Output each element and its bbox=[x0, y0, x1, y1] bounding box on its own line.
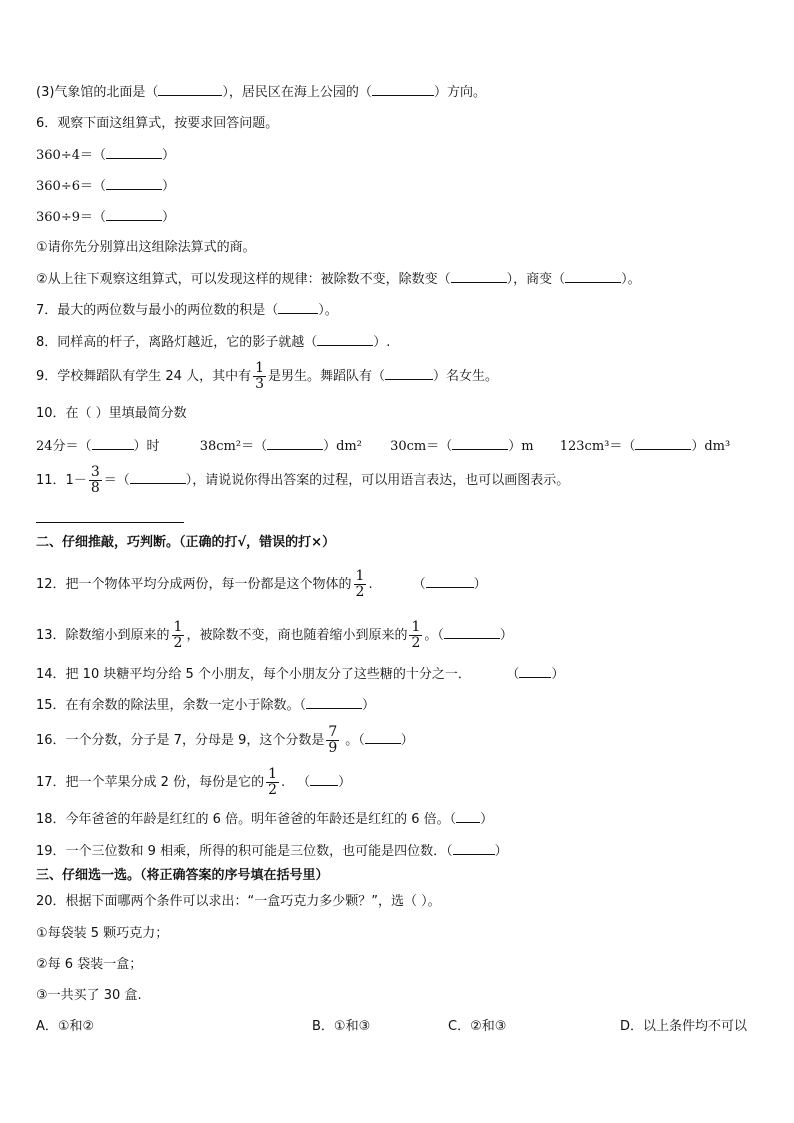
option-c[interactable]: C．②和③ bbox=[448, 1019, 507, 1034]
question-10-title: 10．在（ ）里填最简分数 bbox=[36, 406, 187, 421]
answer-blank[interactable] bbox=[106, 176, 162, 190]
question-20-condition-1: ①每袋装 5 颗巧克力； bbox=[36, 926, 169, 941]
question-18: 18．今年爸爸的年龄是红红的 6 倍。明年爸爸的年龄还是红红的 6 倍。（ ） bbox=[36, 809, 493, 830]
section-3-heading: 三、仔细选一选。（将正确答案的序号填在括号里） bbox=[36, 868, 329, 883]
question-6-expr-3: 360÷9＝（ ） bbox=[36, 207, 175, 228]
question-13: 13．除数缩小到原来的 $\frac{1}{2}$ ，被除数不变，商也随着缩小到原来的 $\frac{1}{2}$ 。（ ） bbox=[36, 619, 513, 651]
question-19: 19．一个三位数和 9 相乘，所得的积可能是三位数，也可能是四位数．（ ） bbox=[36, 841, 508, 862]
fraction: $\frac{7}{9}$ bbox=[328, 724, 338, 756]
answer-blank[interactable] bbox=[317, 332, 373, 346]
question-6-sub-1: ①请你先分别算出这组除法算式的商。 bbox=[36, 240, 256, 255]
question-20-condition-2: ②每 6 袋装一盒； bbox=[36, 957, 143, 972]
fraction: $\frac{1}{3}$ bbox=[255, 360, 264, 392]
question-9: 9．学校舞蹈队有学生 24 人，其中有 $\frac{1}{3}$ 是男生。舞蹈队有（ ）名女生。 bbox=[36, 360, 499, 392]
question-8: 8．同样高的杆子，离路灯越近，它的影子就越（ ）. bbox=[36, 332, 390, 353]
answer-blank[interactable] bbox=[106, 145, 162, 159]
answer-blank[interactable] bbox=[310, 772, 338, 786]
answer-blank[interactable] bbox=[130, 470, 186, 484]
question-6-title: 6．观察下面这组算式，按要求回答问题。 bbox=[36, 116, 279, 131]
answer-blank[interactable] bbox=[444, 625, 500, 639]
answer-blank[interactable] bbox=[426, 574, 474, 588]
answer-blank[interactable] bbox=[635, 436, 691, 450]
option-d[interactable]: D．以上条件均不可以 bbox=[620, 1019, 748, 1034]
answer-blank[interactable] bbox=[158, 82, 222, 96]
question-6-expr-1: 360÷4＝（ ） bbox=[36, 145, 175, 166]
answer-blank[interactable] bbox=[453, 841, 495, 855]
answer-blank[interactable] bbox=[519, 664, 551, 678]
option-a[interactable]: A．①和② bbox=[36, 1019, 95, 1034]
fraction: $\frac{1}{2}$ bbox=[268, 766, 277, 798]
answer-blank[interactable] bbox=[106, 207, 162, 221]
answer-blank[interactable] bbox=[456, 809, 480, 823]
answer-blank[interactable] bbox=[92, 436, 134, 450]
answer-blank[interactable] bbox=[372, 82, 434, 96]
section-2-heading: 二、仔细推敲，巧判断。（正确的打√，错误的打×） bbox=[36, 535, 336, 550]
answer-blank[interactable] bbox=[385, 366, 433, 380]
section-divider bbox=[36, 522, 184, 523]
fraction: $\frac{1}{2}$ bbox=[173, 619, 183, 651]
question-15: 15．在有余数的除法里，余数一定小于除数。（ ） bbox=[36, 695, 375, 716]
option-b[interactable]: B．①和③ bbox=[312, 1019, 371, 1034]
answer-blank[interactable] bbox=[278, 300, 318, 314]
answer-blank[interactable] bbox=[365, 730, 401, 744]
question-16: 16．一个分数，分子是 7，分母是 9，这个分数是 $\frac{7}{9}$ 。（ ） bbox=[36, 724, 414, 756]
fraction: $\frac{1}{2}$ bbox=[411, 619, 421, 651]
answer-blank[interactable] bbox=[451, 269, 507, 283]
question-17: 17．把一个苹果分成 2 份，每份是它的 $\frac{1}{2}$ . （ ） bbox=[36, 766, 352, 798]
question-6-sub-2: ②从上往下观察这组算式，可以发现这样的规律：被除数不变，除数变（ ），商变（ ）。 bbox=[36, 269, 641, 290]
question-7: 7．最大的两位数与最小的两位数的积是（ ）。 bbox=[36, 300, 338, 321]
question-20-condition-3: ③一共买了 30 盒. bbox=[36, 988, 142, 1003]
answer-blank[interactable] bbox=[565, 269, 621, 283]
question-10-items: 24分＝（ ）时 38cm²＝（ ）dm² 30cm＝（ ）m 123cm³＝（ ）dm³ bbox=[36, 436, 730, 457]
answer-blank[interactable] bbox=[267, 436, 323, 450]
question-12: 12．把一个物体平均分成两份，每一份都是这个物体的 $\frac{1}{2}$ . （ ） bbox=[36, 568, 487, 600]
question-20-title: 20．根据下面哪两个条件可以求出：“一盒巧克力多少颗？”，选（ ）。 bbox=[36, 894, 441, 909]
answer-blank[interactable] bbox=[306, 695, 362, 709]
fraction: $\frac{1}{2}$ bbox=[355, 568, 365, 600]
question-14: 14．把 10 块糖平均分给 5 个小朋友，每个小朋友分了这些糖的十分之一． （ ） bbox=[36, 664, 564, 685]
question-5-3: (3)气象馆的北面是（ ），居民区在海上公园的（ ）方向。 bbox=[36, 82, 486, 103]
question-6-expr-2: 360÷6＝（ ） bbox=[36, 176, 175, 197]
answer-blank[interactable] bbox=[452, 436, 508, 450]
question-11: 11．1－ $\frac{3}{8}$ ＝（ ），请说说你得出答案的过程，可以用语言表达，也可以画图表示。 bbox=[36, 464, 570, 496]
fraction: $\frac{3}{8}$ bbox=[90, 464, 100, 496]
